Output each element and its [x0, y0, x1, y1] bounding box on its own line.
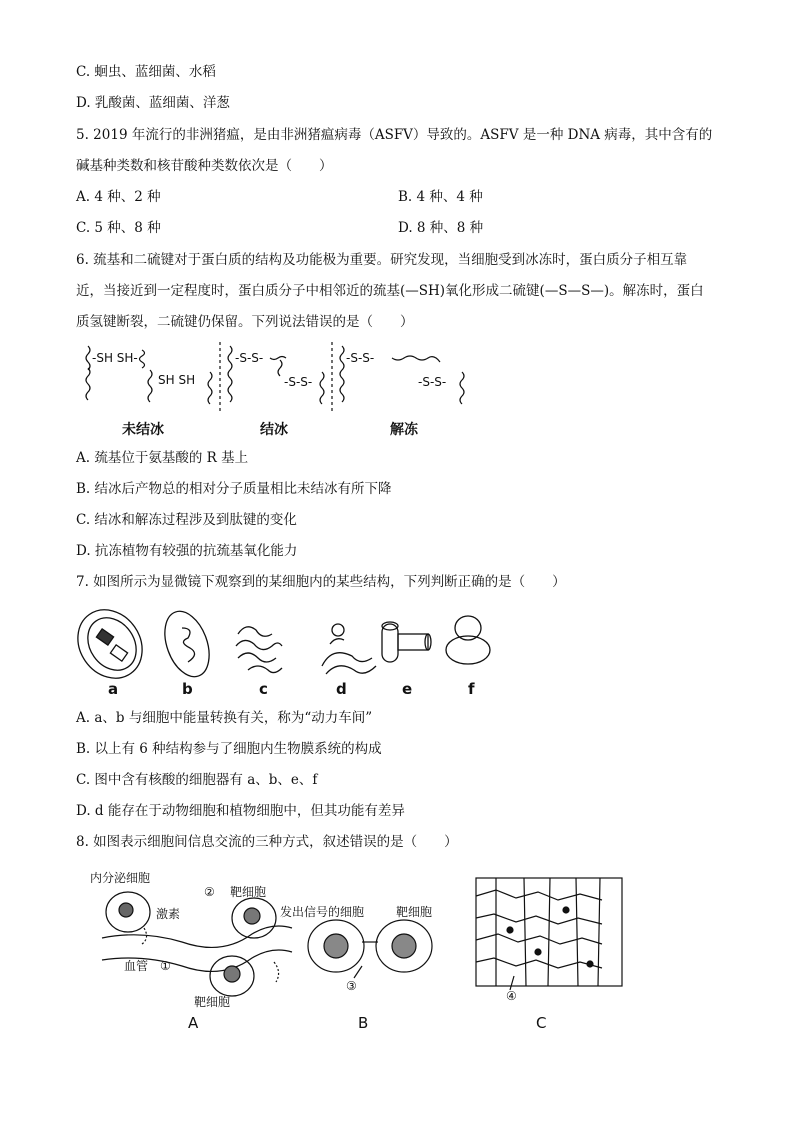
- panel-b-contact: [308, 920, 432, 978]
- q6-label-thawed: 解冻: [390, 422, 418, 438]
- q8-target-cell-label-1: 靶细胞: [230, 885, 267, 899]
- q8-blood-vessel-label: 血管: [124, 959, 149, 973]
- q7-label-a: a: [108, 680, 119, 698]
- q6-stem-line-3: 质氢键断裂，二硫键仍保留。下列说法错误的是（ ）: [76, 314, 414, 330]
- q8-circle-3: ③: [346, 979, 357, 993]
- centriole-icon: [382, 622, 431, 662]
- q5-option-c: C. 5 种、8 种: [76, 220, 161, 236]
- q7-label-d: d: [336, 680, 347, 698]
- q6-ss-text-3: -S-S-: [346, 351, 375, 365]
- q7-option-d: D. d 能存在于动物细胞和植物细胞中，但其功能有差异: [76, 803, 405, 819]
- q4-option-c: C. 蛔虫、蓝细菌、水稻: [76, 64, 216, 80]
- q7-option-c: C. 图中含有核酸的细胞器有 a、b、e、f: [76, 772, 318, 788]
- q6-label-frozen: 结冰: [260, 422, 288, 438]
- q7-organelle-figure: [72, 604, 502, 700]
- q6-option-a: A. 巯基位于氨基酸的 R 基上: [76, 450, 249, 466]
- q6-sh-left-text: -SH SH-: [92, 351, 138, 365]
- q6-stem-line-2: 近，当接近到一定程度时，蛋白质分子中相邻近的巯基(—SH)氧化形成二硫键(—S—S—)。解冻时，蛋白: [76, 283, 704, 299]
- panel-c-plasmodesmata: [476, 878, 622, 990]
- q7-label-f: f: [468, 680, 475, 698]
- q5-option-b: B. 4 种、4 种: [398, 189, 483, 205]
- q8-circle-1: ①: [160, 959, 171, 973]
- mitochondrion-icon: [157, 605, 218, 683]
- q8-stem: 8. 如图表示细胞间信息交流的三种方式，叙述错误的是（ ）: [76, 834, 458, 850]
- q7-label-c: c: [259, 680, 268, 698]
- q5-option-a: A. 4 种、2 种: [76, 189, 161, 205]
- q8-panel-label-c: C: [536, 1014, 547, 1032]
- golgi-icon: [236, 627, 282, 673]
- q6-disulfide-figure: [70, 340, 480, 445]
- q6-ss-text-2: -S-S-: [284, 375, 313, 389]
- q6-stem-line-1: 6. 巯基和二硫键对于蛋白质的结构及功能极为重要。研究发现，当细胞受到冰冻时，蛋白质分子相互靠: [76, 252, 688, 268]
- q4-option-d: D. 乳酸菌、蓝细菌、洋葱: [76, 95, 230, 111]
- q5-option-d: D. 8 种、8 种: [398, 220, 484, 236]
- q6-option-c: C. 结冰和解冻过程涉及到肽键的变化: [76, 512, 297, 528]
- ribosome-icon: [446, 616, 490, 664]
- q8-target-cell-label-2: 靶细胞: [194, 995, 231, 1009]
- q8-panel-label-b: B: [358, 1014, 369, 1032]
- q8-cell-signaling-figure: [84, 866, 644, 1036]
- q8-circle-2: ②: [204, 885, 215, 899]
- q7-option-b: B. 以上有 6 种结构参与了细胞内生物膜系统的构成: [76, 741, 382, 757]
- q7-option-a: A. a、b 与细胞中能量转换有关，称为“动力车间”: [76, 710, 373, 726]
- panel-a-endocrine: [102, 892, 292, 996]
- q6-option-d: D. 抗冻植物有较强的抗巯基氧化能力: [76, 543, 298, 559]
- q6-ss-text-4: -S-S-: [418, 375, 447, 389]
- q6-ss-text-1: -S-S-: [235, 351, 264, 365]
- q8-endocrine-cell-label: 内分泌细胞: [90, 871, 151, 885]
- q8-panel-label-a: A: [188, 1014, 199, 1032]
- q8-hormone-label: 激素: [156, 907, 181, 921]
- q6-label-unfrozen: 未结冰: [122, 422, 164, 438]
- q6-sh-right-text: SH SH: [158, 373, 196, 387]
- chloroplast-icon: [72, 604, 155, 691]
- q5-stem-line-2: 碱基种类数和核苷酸种类数依次是（ ）: [76, 158, 333, 174]
- endoplasmic-reticulum-icon: [322, 624, 376, 674]
- q6-option-b: B. 结冰后产物总的相对分子质量相比未结冰有所下降: [76, 481, 392, 497]
- q8-circle-4: ④: [506, 989, 517, 1003]
- q7-stem: 7. 如图所示为显微镜下观察到的某细胞内的某些结构，下列判断正确的是（ ）: [76, 574, 566, 590]
- q5-stem-line-1: 5. 2019 年流行的非洲猪瘟，是由非洲猪瘟病毒（ASFV）导致的。ASFV 是一种 DNA 病毒，其中含有的: [76, 127, 713, 143]
- q8-signal-cell-label: 发出信号的细胞: [280, 905, 365, 919]
- q8-target-cell-label-3: 靶细胞: [396, 905, 433, 919]
- q7-label-e: e: [402, 680, 413, 698]
- q7-label-b: b: [182, 680, 193, 698]
